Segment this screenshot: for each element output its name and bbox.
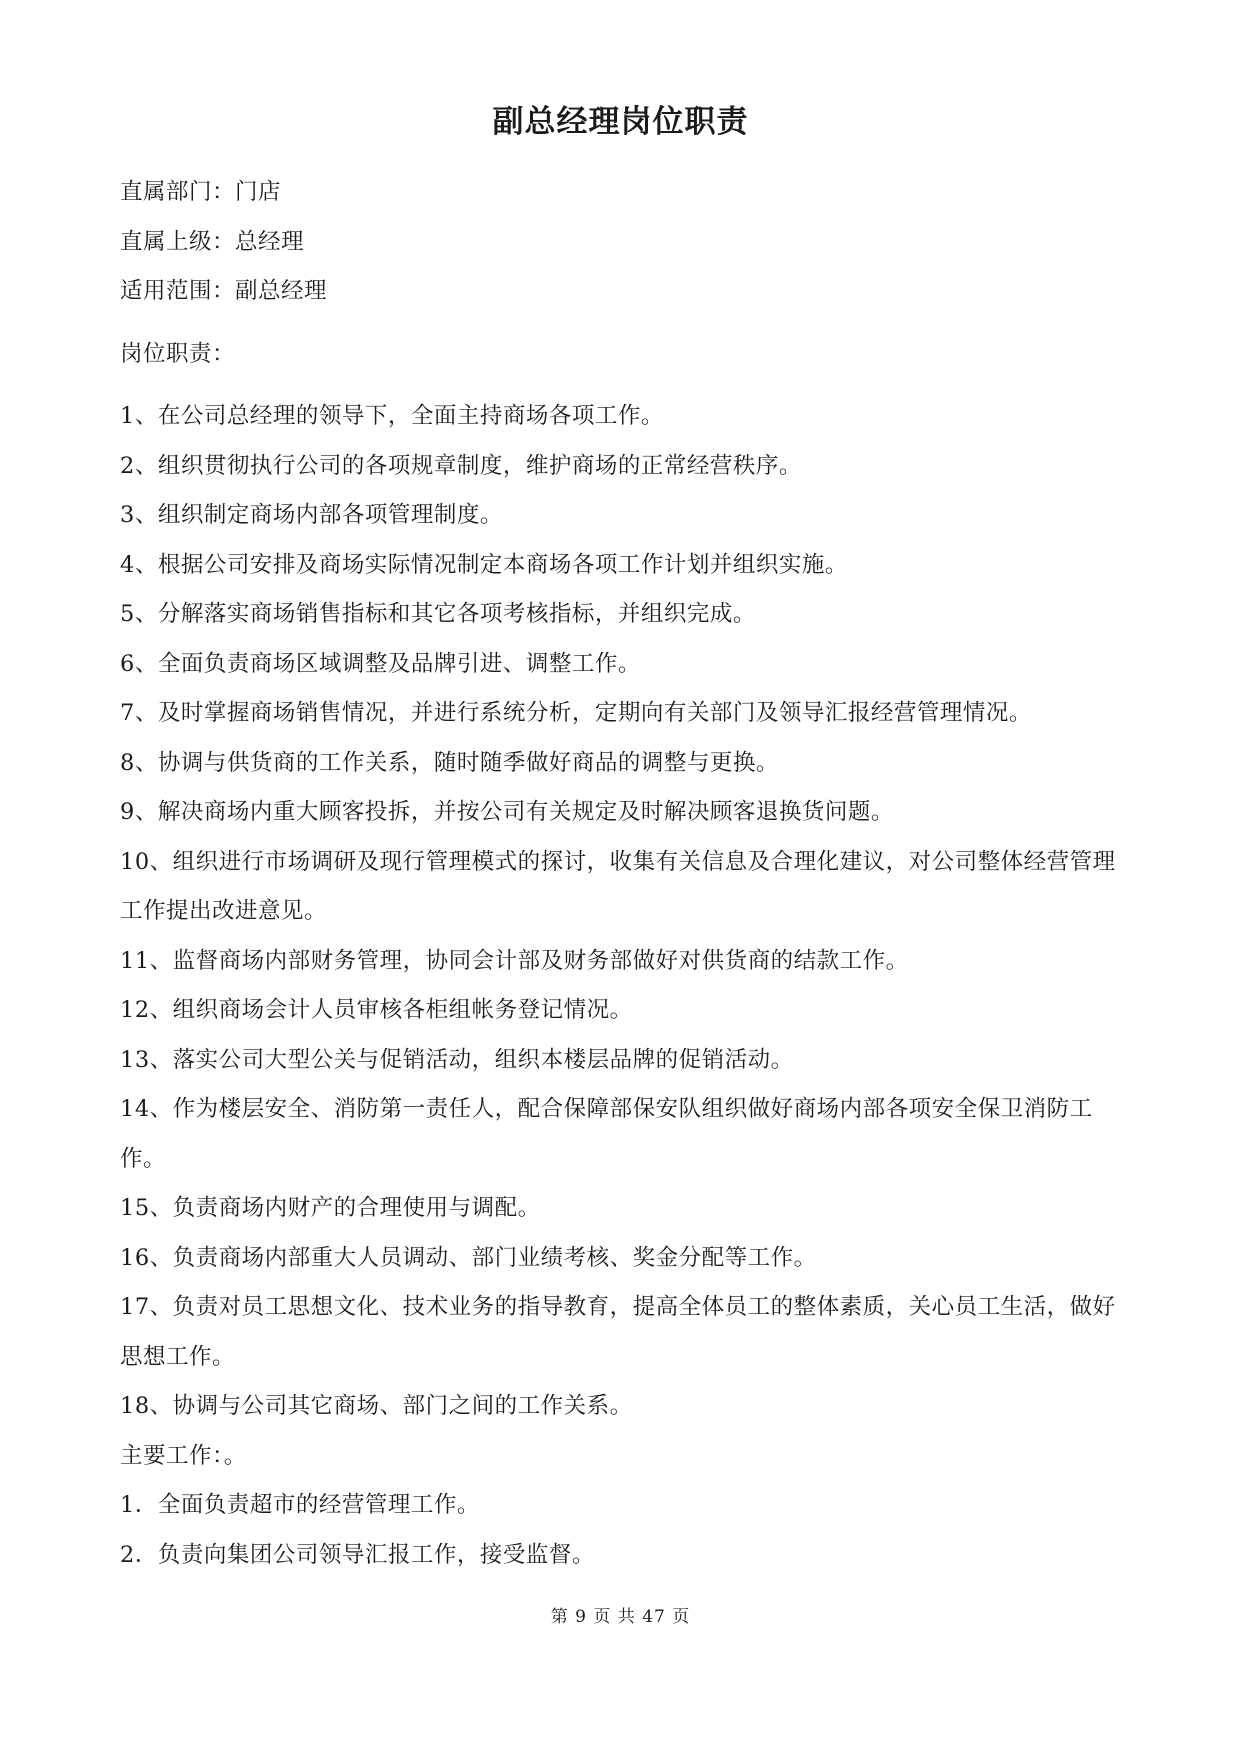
duty-item-4: 4、根据公司安排及商场实际情况制定本商场各项工作计划并组织实施。 — [120, 551, 848, 578]
meta-block — [120, 168, 1130, 317]
duties-heading: 岗位职责： — [120, 341, 236, 367]
duty-item-16: 16、负责商场内部重大人员调动、部门业绩考核、奖金分配等工作。 — [120, 1244, 817, 1271]
page-footer: 第 9 页 共 47 页 — [550, 1607, 691, 1627]
duty-item-2: 2、组织贯彻执行公司的各项规章制度，维护商场的正常经营秩序。 — [120, 452, 802, 479]
duty-item-13: 13、落实公司大型公关与促销活动，组织本楼层品牌的促销活动。 — [120, 1046, 794, 1073]
duty-item-6: 6、全面负责商场区域调整及品牌引进、调整工作。 — [120, 650, 641, 677]
duty-item-9: 9、解决商场内重大顾客投拆，并按公司有关规定及时解决顾客退换货问题。 — [120, 799, 894, 825]
meta-department: 直属部门：门店 — [120, 179, 282, 205]
meta-scope: 适用范围：副总经理 — [120, 278, 328, 304]
duty-item-14: 14、作为楼层安全、消防第一责任人，配合保障部保安队组织做好商场内部各项安全保卫消防工作。 — [120, 1096, 1093, 1172]
page-title: 副总经理岗位职责 — [492, 104, 749, 140]
duty-item-3: 3、组织制定商场内部各项管理制度。 — [120, 502, 503, 528]
duty-item-10: 10、组织进行市场调研及现行管理模式的探讨，收集有关信息及合理化建议，对公司整体经营管理工作提出改进意见。 — [120, 848, 1116, 924]
duty-item-17: 17、负责对员工思想文化、技术业务的指导教育，提高全体员工的整体素质，关心员工生活，做好思想工作。 — [120, 1294, 1116, 1370]
meta-superior: 直属上级：总经理 — [120, 228, 305, 255]
duty-item-5: 5、分解落实商场销售指标和其它各项考核指标，并组织完成。 — [120, 601, 756, 627]
duty-item-11: 11、监督商场内部财务管理，协同会计部及财务部做好对供货商的结款工作。 — [120, 947, 909, 974]
main-work-item-2: 2．负责向集团公司领导汇报工作，接受监督。 — [120, 1541, 595, 1568]
main-work-item-1: 1．全面负责超市的经营管理工作。 — [120, 1492, 480, 1518]
duty-item-18: 18、协调与公司其它商场、部门之间的工作关系。 — [120, 1393, 633, 1419]
duty-item-12: 12、组织商场会计人员审核各柜组帐务登记情况。 — [120, 997, 633, 1023]
duty-item-7: 7、及时掌握商场销售情况，并进行系统分析，定期向有关部门及领导汇报经营管理情况。 — [120, 700, 1032, 726]
duty-item-8: 8、协调与供货商的工作关系，随时随季做好商品的调整与更换。 — [120, 749, 779, 776]
duties-list — [120, 392, 1130, 1580]
main-work-heading: 主要工作：。 — [120, 1442, 247, 1469]
duty-item-15: 15、负责商场内财产的合理使用与调配。 — [120, 1195, 541, 1221]
duty-item-1: 1、在公司总经理的领导下，全面主持商场各项工作。 — [120, 403, 664, 429]
